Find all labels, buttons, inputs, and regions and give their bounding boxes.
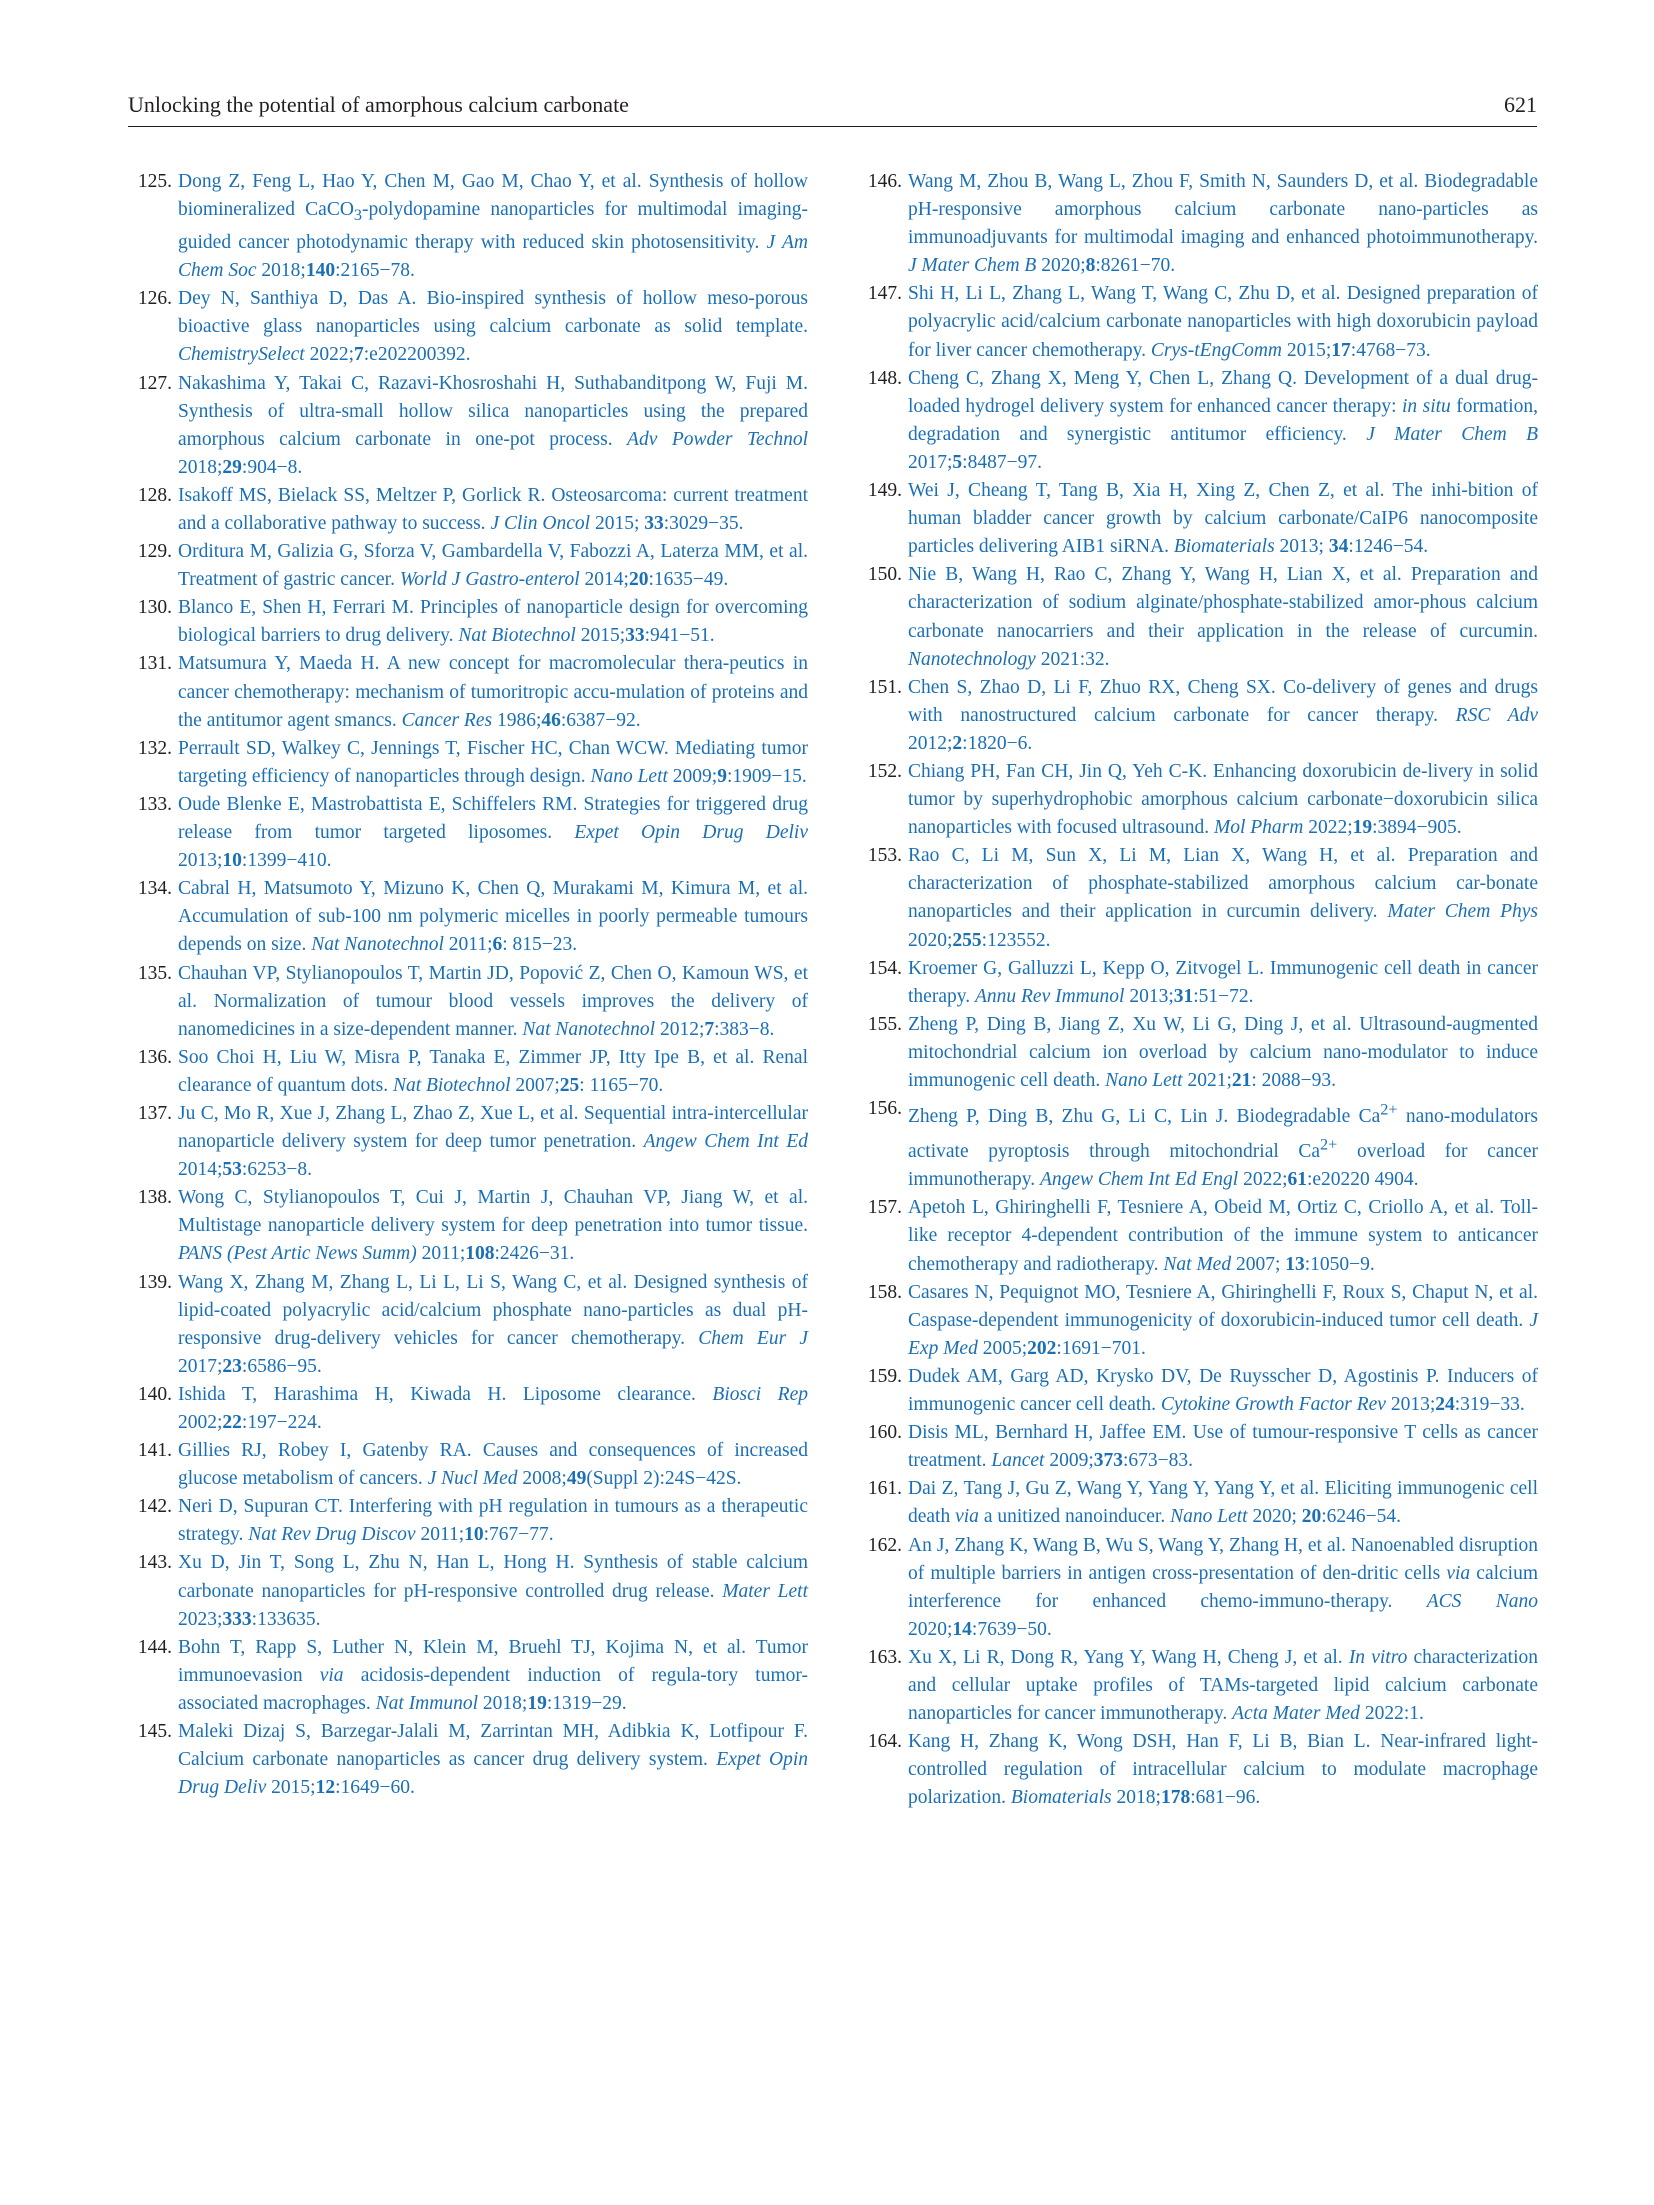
reference-item bbox=[858, 1644, 1538, 1728]
reference-number: 129. bbox=[137, 541, 172, 563]
reference-item bbox=[128, 1549, 808, 1633]
reference-number: 164. bbox=[867, 1731, 902, 1753]
reference-number: 132. bbox=[137, 737, 172, 759]
reference-link[interactable]: Bohn T, Rapp S, Luther N, Klein M, Bruehl TJ, Kojima N, et al. Tumor immunoevasion via acidosis-dependent induction of regula-tory tumor-associated macrophages. Nat Immunol 2018;19:1319−29. bbox=[178, 1636, 808, 1714]
reference-link[interactable]: Cheng C, Zhang X, Meng Y, Chen L, Zhang Q. Development of a dual drug-loaded hydrogel delivery system for enhanced cancer therapy: in situ formation, degradation and synergistic antitumor efficiency. J Mater Chem B 2017;5:8487−97. bbox=[908, 367, 1539, 473]
reference-number: 146. bbox=[867, 171, 902, 192]
reference-number: 155. bbox=[867, 1013, 902, 1035]
reference-link[interactable]: Nakashima Y, Takai C, Razavi-Khosroshahi H, Suthabanditpong W, Fuji M. Synthesis of ultra-small hollow silica nanoparticles using the prepared amorphous calcium carbonate in one-pot process. Adv Powder Technol 2018;29:904−8. bbox=[178, 372, 808, 478]
reference-link[interactable]: Chen S, Zhao D, Li F, Zhuo RX, Cheng SX. Co-delivery of genes and drugs with nanostructured calcium carbonate for cancer therapy. RSC Adv 2012;2:1820−6. bbox=[908, 676, 1538, 754]
reference-number: 149. bbox=[867, 480, 902, 502]
reference-number: 161. bbox=[867, 1478, 902, 1500]
reference-number: 158. bbox=[867, 1281, 902, 1303]
reference-link[interactable]: Wong C, Stylianopoulos T, Cui J, Martin J, Chauhan VP, Jiang W, et al. Multistage nanoparticle delivery system for deep penetration into tumor tissue. PANS (Pest Artic News Summ) 2011;108:2426−31. bbox=[178, 1187, 808, 1265]
reference-number: 139. bbox=[137, 1271, 172, 1293]
reference-link[interactable]: Dai Z, Tang J, Gu Z, Wang Y, Yang Y, Yang Y, et al. Eliciting immunogenic cell death via a unitized nanoinducer. Nano Lett 2020; 20:6246−54. bbox=[908, 1478, 1538, 1528]
reference-number: 131. bbox=[137, 653, 172, 675]
reference-item bbox=[128, 791, 808, 875]
reference-number: 151. bbox=[867, 676, 902, 698]
reference-link[interactable]: Wang M, Zhou B, Wang L, Zhou F, Smith N, Saunders D, et al. Biodegradable pH-responsive amorphous calcium carbonate nano-particles as immunoadjuvants for multimodal imaging and enhanced photoimmunotherapy. J Mater Chem B 2020;8:8261−70. bbox=[908, 171, 1538, 277]
reference-number: 140. bbox=[137, 1383, 172, 1405]
reference-link[interactable]: Dudek AM, Garg AD, Krysko DV, De Ruysscher D, Agostinis P. Inducers of immunogenic cancer cell death. Cytokine Growth Factor Rev 2013;24:319−33. bbox=[908, 1365, 1538, 1416]
reference-item bbox=[858, 1095, 1538, 1194]
reference-item bbox=[128, 285, 808, 369]
reference-link[interactable]: Blanco E, Shen H, Ferrari M. Principles of nanoparticle design for overcoming biological barriers to drug delivery. Nat Biotechnol 2015;33:941−51. bbox=[178, 597, 808, 647]
reference-item bbox=[858, 280, 1538, 364]
reference-item bbox=[128, 735, 808, 791]
reference-number: 159. bbox=[867, 1365, 902, 1387]
reference-link[interactable]: Apetoh L, Ghiringhelli F, Tesniere A, Obeid M, Ortiz C, Criollo A, et al. Toll-like receptor 4-dependent contribution of the immune system to anticancer chemotherapy and radiotherapy. Nat Med 2007; 13:1050−9. bbox=[908, 1197, 1538, 1275]
reference-number: 150. bbox=[867, 564, 902, 586]
reference-number: 157. bbox=[867, 1197, 902, 1219]
reference-column-left bbox=[128, 168, 808, 1802]
reference-item bbox=[128, 875, 808, 959]
reference-number: 134. bbox=[137, 878, 172, 900]
reference-item bbox=[128, 1100, 808, 1184]
reference-number: 137. bbox=[137, 1102, 172, 1124]
reference-link[interactable]: An J, Zhang K, Wang B, Wu S, Wang Y, Zhang H, et al. Nanoenabled disruption of multiple barriers in antigen cross-presentation of den-dritic cells via calcium interference for enhanced chemo-immuno-therapy. ACS Nano 2020;14:7639−50. bbox=[908, 1534, 1539, 1640]
reference-link[interactable]: Zheng P, Ding B, Zhu G, Li C, Lin J. Biodegradable $Ca^{2+}$ nano-modulators activate pyroptosis through mitochondrial $Ca^{2+}$ overload for cancer immunotherapy. Angew Chem Int Ed Engl 2022;61:e20220 4904. bbox=[908, 1100, 1539, 1191]
reference-item bbox=[128, 1634, 808, 1718]
reference-link[interactable]: Wei J, Cheang T, Tang B, Xia H, Xing Z, Chen Z, et al. The inhi-bition of human bladder cancer growth by calcium carbonate/CaIP6 nanocomposite particles delivering AIB1 siRNA. Biomaterials 2013; 34:1246−54. bbox=[908, 480, 1538, 558]
reference-item bbox=[128, 960, 808, 1044]
reference-item bbox=[128, 1381, 808, 1437]
reference-item bbox=[858, 365, 1538, 477]
reference-number: 160. bbox=[867, 1422, 902, 1444]
reference-link[interactable]: Xu D, Jin T, Song L, Zhu N, Han L, Hong H. Synthesis of stable calcium carbonate nanoparticles for pH-responsive controlled drug release. Mater Lett 2023;333:133635. bbox=[178, 1552, 808, 1630]
reference-item bbox=[858, 1194, 1538, 1278]
reference-item bbox=[128, 1437, 808, 1493]
reference-number: 148. bbox=[867, 367, 902, 389]
reference-number: 143. bbox=[137, 1552, 172, 1574]
reference-number: 135. bbox=[137, 962, 172, 984]
reference-number: 153. bbox=[867, 845, 902, 867]
reference-number: 126. bbox=[137, 288, 172, 310]
reference-link[interactable]: Soo Choi H, Liu W, Misra P, Tanaka E, Zimmer JP, Itty Ipe B, et al. Renal clearance of quantum dots. Nat Biotechnol 2007;25: 1165−70. bbox=[178, 1046, 808, 1096]
reference-link[interactable]: Disis ML, Bernhard H, Jaffee EM. Use of tumour-responsive T cells as cancer treatment. Lancet 2009;373:673−83. bbox=[908, 1422, 1538, 1472]
reference-link[interactable]: Casares N, Pequignot MO, Tesniere A, Ghiringhelli F, Roux S, Chaput N, et al. Caspase-dependent immunogenicity of doxorubicin-induced tumor cell death. J Exp Med 2005;202:1691−701. bbox=[908, 1281, 1538, 1359]
reference-item bbox=[128, 1044, 808, 1100]
reference-number: 152. bbox=[867, 760, 902, 782]
reference-item bbox=[858, 1363, 1538, 1419]
reference-link[interactable]: Chauhan VP, Stylianopoulos T, Martin JD, Popović Z, Chen O, Kamoun WS, et al. Normalization of tumour blood vessels improves the delivery of nanomedicines in a size-dependent manner. Nat Nanotechnol 2012;7:383−8. bbox=[178, 962, 808, 1040]
reference-number: 127. bbox=[137, 372, 172, 394]
reference-link[interactable]: Dong Z, Feng L, Hao Y, Chen M, Gao M, Chao Y, et al. Synthesis of hollow biomineralized CaCO$_3$-polydopamine nanoparticles for multimodal imaging-guided cancer photodynamic therapy with reduced skin photosensitivity. J Am Chem Soc 2018;140:2165−78. bbox=[178, 171, 808, 282]
reference-link[interactable]: Maleki Dizaj S, Barzegar-Jalali M, Zarrintan MH, Adibkia K, Lotfipour F. Calcium carbonate nanoparticles as cancer drug delivery system. Expet Opin Drug Deliv 2015;12:1649−60. bbox=[178, 1721, 809, 1799]
reference-item bbox=[858, 842, 1538, 954]
reference-column-right bbox=[858, 168, 1538, 1812]
reference-number: 138. bbox=[137, 1187, 172, 1209]
reference-item bbox=[858, 561, 1538, 673]
reference-link[interactable]: Oude Blenke E, Mastrobattista E, Schiffelers RM. Strategies for triggered drug release from tumor targeted liposomes. Expet Opin Drug Deliv 2013;10:1399−410. bbox=[178, 793, 808, 872]
reference-number: 142. bbox=[137, 1496, 172, 1518]
reference-link[interactable]: Wang X, Zhang M, Zhang L, Li L, Li S, Wang C, et al. Designed synthesis of lipid-coated polyacrylic acid/calcium phosphate nano-particles as dual pH-responsive drug-delivery vehicles for cancer chemotherapy. Chem Eur J 2017;23:6586−95. bbox=[178, 1271, 808, 1377]
reference-link[interactable]: Dey N, Santhiya D, Das A. Bio-inspired synthesis of hollow meso-porous bioactive glass nanoparticles using calcium carbonate as solid template. ChemistrySelect 2022;7:e202200392. bbox=[178, 288, 808, 366]
reference-number: 128. bbox=[137, 484, 172, 506]
reference-number: 163. bbox=[867, 1646, 902, 1668]
reference-item bbox=[858, 758, 1538, 842]
reference-number: 154. bbox=[867, 957, 902, 979]
reference-link[interactable]: Neri D, Supuran CT. Interfering with pH regulation in tumours as a therapeutic strategy. Nat Rev Drug Discov 2011;10:767−77. bbox=[178, 1496, 808, 1546]
reference-number: 141. bbox=[137, 1440, 172, 1462]
reference-item bbox=[128, 538, 808, 594]
reference-item bbox=[128, 1269, 808, 1381]
reference-item bbox=[858, 1011, 1538, 1095]
reference-link[interactable]: Xu X, Li R, Dong R, Yang Y, Wang H, Cheng J, et al. In vitro characterization and cellular uptake profiles of TAMs-targeted lipid calcium carbonate nanoparticles for cancer immunotherapy. Acta Mater Med 2022:1. bbox=[908, 1646, 1538, 1725]
reference-link[interactable]: Perrault SD, Walkey C, Jennings T, Fischer HC, Chan WCW. Mediating tumor targeting efficiency of nanoparticles through design. Nano Lett 2009;9:1909−15. bbox=[178, 737, 808, 787]
reference-link[interactable]: Ju C, Mo R, Xue J, Zhang L, Zhao Z, Xue L, et al. Sequential intra-intercellular nanoparticle delivery system for deep tumor penetration. Angew Chem Int Ed 2014;53:6253−8. bbox=[178, 1102, 809, 1181]
reference-item bbox=[128, 1184, 808, 1268]
reference-item bbox=[858, 1475, 1538, 1531]
reference-item bbox=[858, 1419, 1538, 1475]
reference-link[interactable]: Kang H, Zhang K, Wong DSH, Han F, Li B, Bian L. Near-infrared light-controlled regulation of intracellular calcium to modulate macrophage polarization. Biomaterials 2018;178:681−96. bbox=[908, 1731, 1538, 1809]
reference-item bbox=[858, 477, 1538, 561]
page-number: 621 bbox=[1504, 92, 1537, 117]
reference-item bbox=[128, 650, 808, 734]
reference-link[interactable]: Isakoff MS, Bielack SS, Meltzer P, Gorlick R. Osteosarcoma: current treatment and a collaborative pathway to success. J Clin Oncol 2015; 33:3029−35. bbox=[178, 484, 808, 535]
reference-link[interactable]: Nie B, Wang H, Rao C, Zhang Y, Wang H, Lian X, et al. Preparation and characterization of sodium alginate/phosphate-stabilized amor-phous calcium carbonate nanocarriers and their application in the release of curcumin. Nanotechnology 2021:32. bbox=[908, 564, 1538, 670]
reference-item bbox=[128, 594, 808, 650]
reference-link[interactable]: Ishida T, Harashima H, Kiwada H. Liposome clearance. Biosci Rep 2002;22:197−224. bbox=[178, 1383, 808, 1434]
reference-number: 147. bbox=[867, 283, 902, 305]
reference-item bbox=[858, 1279, 1538, 1363]
running-title: Unlocking the potential of amorphous calcium carbonate bbox=[128, 92, 629, 117]
reference-item bbox=[128, 1718, 808, 1802]
reference-item bbox=[128, 1493, 808, 1549]
reference-link[interactable]: Zheng P, Ding B, Jiang Z, Xu W, Li G, Ding J, et al. Ultrasound-augmented mitochondrial calcium ion overload by calcium nano-modulator to induce immunogenic cell death. Nano Lett 2021;21: 2088−93. bbox=[908, 1013, 1538, 1091]
reference-number: 145. bbox=[137, 1721, 172, 1743]
reference-item bbox=[128, 168, 808, 285]
reference-link[interactable]: Orditura M, Galizia G, Sforza V, Gambardella V, Fabozzi A, Laterza MM, et al. Treatment of gastric cancer. World J Gastro-enterol 2014;20:1635−49. bbox=[178, 541, 808, 591]
reference-link[interactable]: Kroemer G, Galluzzi L, Kepp O, Zitvogel L. Immunogenic cell death in cancer therapy. Annu Rev Immunol 2013;31:51−72. bbox=[908, 957, 1538, 1007]
reference-link[interactable]: Rao C, Li M, Sun X, Li M, Lian X, Wang H, et al. Preparation and characterization of phosphate-stabilized amorphous calcium car-bonate nanoparticles and their application in curcumin delivery. Mater Chem Phys 2020;255:123552. bbox=[908, 845, 1538, 951]
reference-item bbox=[858, 1532, 1538, 1644]
reference-link[interactable]: Shi H, Li L, Zhang L, Wang T, Wang C, Zhu D, et al. Designed preparation of polyacrylic acid/calcium carbonate nanoparticles with high doxorubicin payload for liver cancer chemotherapy. Crys-tEngComm 2015;17:4768−73. bbox=[908, 283, 1538, 361]
reference-number: 133. bbox=[137, 793, 172, 815]
reference-number: 125. bbox=[137, 171, 172, 192]
reference-link[interactable]: Matsumura Y, Maeda H. A new concept for macromolecular thera-peutics in cancer chemotherapy: mechanism of tumoritropic accu-mulation of proteins and the antitumor agent smancs. Cancer Res 1986;46:6387−92. bbox=[178, 653, 808, 731]
reference-number: 162. bbox=[867, 1534, 902, 1556]
reference-link[interactable]: Gillies RJ, Robey I, Gatenby RA. Causes and consequences of increased glucose metabolism of cancers. J Nucl Med 2008;49(Suppl 2):24S−42S. bbox=[178, 1440, 808, 1490]
reference-number: 144. bbox=[137, 1636, 172, 1658]
reference-link[interactable]: Cabral H, Matsumoto Y, Mizuno K, Chen Q, Murakami M, Kimura M, et al. Accumulation of sub-100 nm polymeric micelles in poorly permeable tumours depends on size. Nat Nanotechnol 2011;6: 815−23. bbox=[178, 878, 808, 956]
reference-item bbox=[858, 1728, 1538, 1812]
reference-item bbox=[128, 370, 808, 482]
reference-number: 156. bbox=[867, 1098, 902, 1120]
reference-number: 130. bbox=[137, 597, 172, 619]
reference-number: 136. bbox=[137, 1046, 172, 1068]
reference-item bbox=[128, 482, 808, 538]
reference-link[interactable]: Chiang PH, Fan CH, Jin Q, Yeh C-K. Enhancing doxorubicin de-livery in solid tumor by superhydrophobic amorphous calcium carbonate−doxorubicin silica nanoparticles with focused ultrasound. Mol Pharm 2022;19:3894−905. bbox=[908, 760, 1538, 839]
reference-item bbox=[858, 674, 1538, 758]
reference-item bbox=[858, 168, 1538, 280]
running-header bbox=[128, 92, 1537, 127]
reference-item bbox=[858, 955, 1538, 1011]
